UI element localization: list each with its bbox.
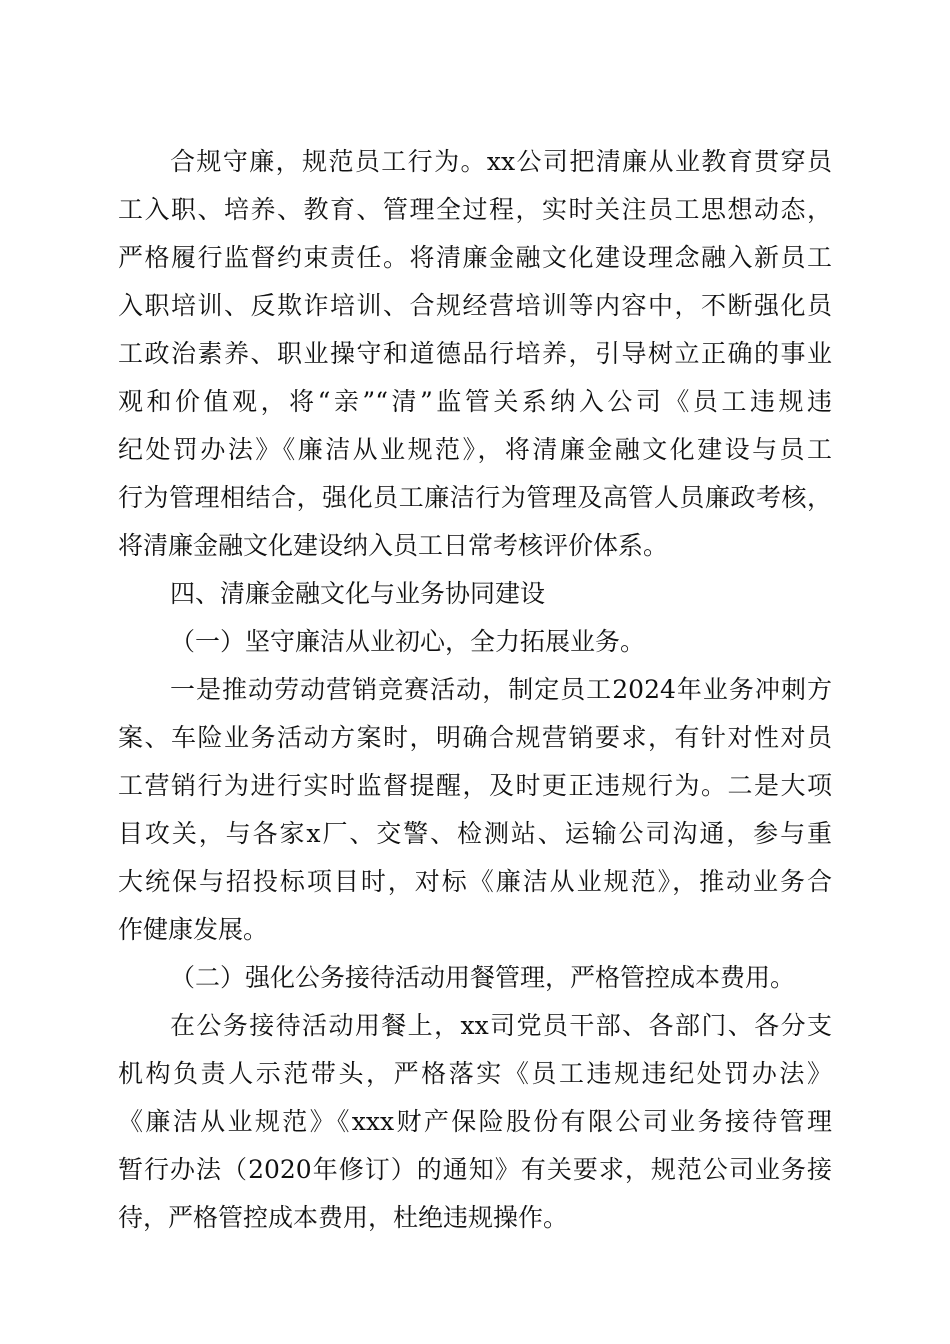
text-line: 观和价值观，将“亲”“清”监管关系纳入公司《员工违规违 bbox=[118, 387, 832, 416]
text-line: 暂行办法（2020年修订）的通知》有关要求，规范公司业务接 bbox=[118, 1155, 832, 1184]
text-line: 在公务接待活动用餐上，xx司党员干部、各部门、各分支 bbox=[170, 1011, 832, 1040]
text-line: 严格履行监督约束责任。将清廉金融文化建设理念融入新员工 bbox=[118, 243, 832, 272]
text-line: 工政治素养、职业操守和道德品行培养，引导树立正确的事业 bbox=[118, 339, 832, 368]
text-line: 纪处罚办法》《廉洁从业规范》，将清廉金融文化建设与员工 bbox=[118, 435, 832, 464]
text-line: 工入职、培养、教育、管理全过程，实时关注员工思想动态， bbox=[118, 195, 832, 224]
text-line: 入职培训、反欺诈培训、合规经营培训等内容中，不断强化员 bbox=[118, 291, 832, 320]
text-line: 作健康发展。 bbox=[118, 915, 269, 944]
text-line: 案、车险业务活动方案时，明确合规营销要求，有针对性对员 bbox=[118, 723, 832, 752]
text-line: 工营销行为进行实时监督提醒，及时更正违规行为。二是大项 bbox=[118, 771, 832, 800]
text-line: 行为管理相结合，强化员工廉洁行为管理及高管人员廉政考核， bbox=[118, 483, 832, 512]
text-line: 待，严格管控成本费用，杜绝违规操作。 bbox=[118, 1203, 569, 1232]
text-line: 目攻关，与各家x厂、交警、检测站、运输公司沟通，参与重 bbox=[118, 819, 832, 848]
text-line: 《廉洁从业规范》《xxx财产保险股份有限公司业务接待管理 bbox=[118, 1107, 832, 1136]
text-line: 机构负责人示范带头，严格落实《员工违规违纪处罚办法》 bbox=[118, 1059, 832, 1088]
text-line: 一是推动劳动营销竞赛活动，制定员工2024年业务冲刺方 bbox=[170, 675, 832, 704]
text-line: 合规守廉，规范员工行为。xx公司把清廉从业教育贯穿员 bbox=[170, 147, 832, 176]
text-line: 大统保与招投标项目时，对标《廉洁从业规范》，推动业务合 bbox=[118, 867, 832, 896]
subheading: （二）强化公务接待活动用餐管理，严格管控成本费用。 bbox=[170, 963, 796, 992]
section-heading: 四、清廉金融文化与业务协同建设 bbox=[170, 579, 546, 608]
subheading: （一）坚守廉洁从业初心，全力拓展业务。 bbox=[170, 627, 646, 656]
text-line: 将清廉金融文化建设纳入员工日常考核评价体系。 bbox=[118, 531, 669, 560]
